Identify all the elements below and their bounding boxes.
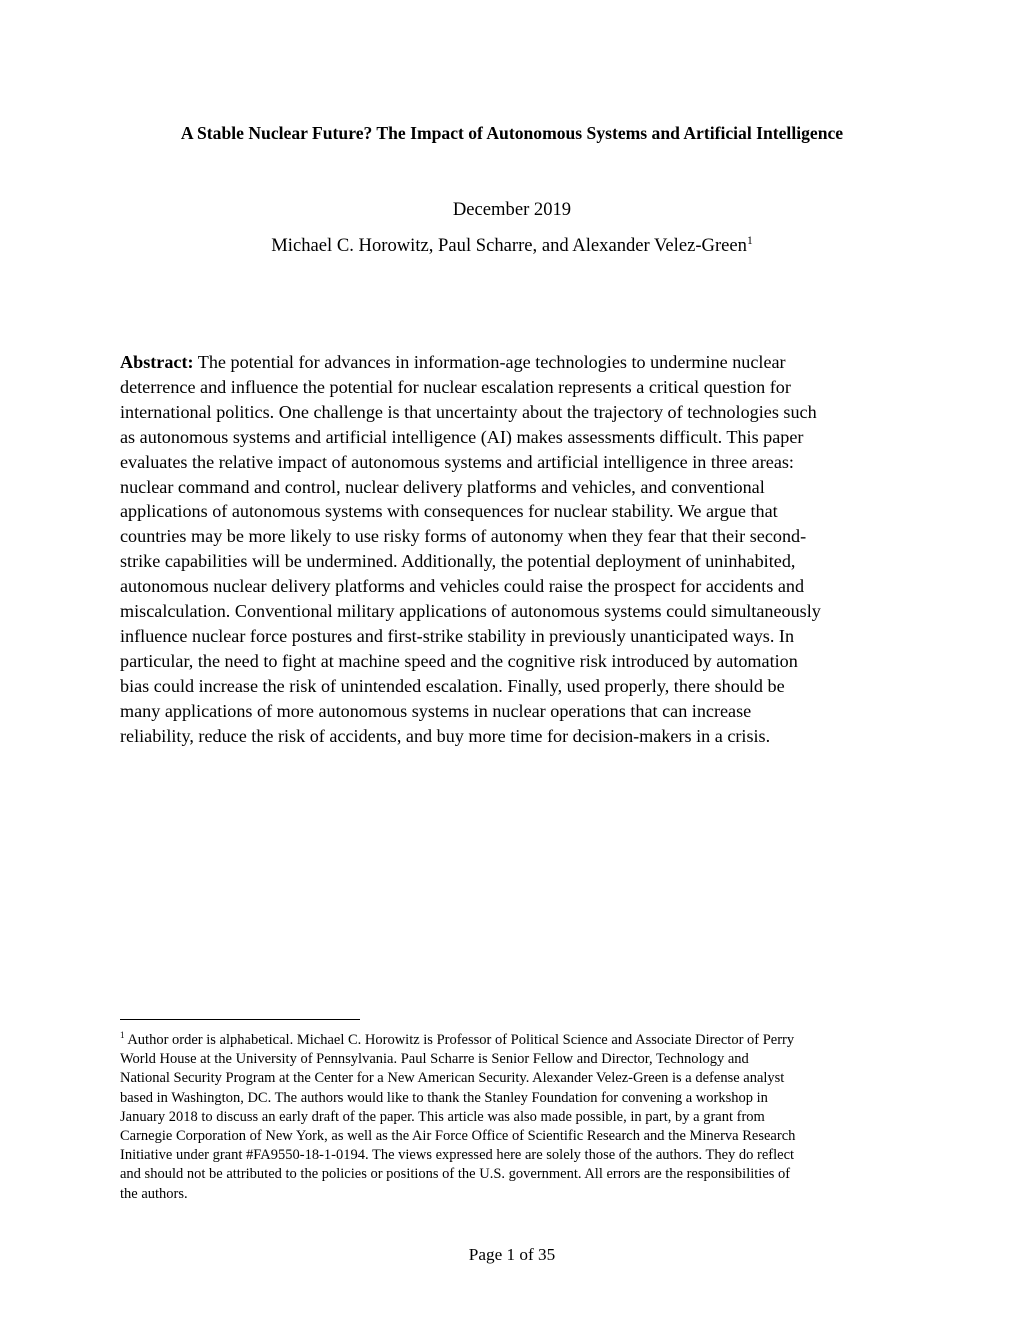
abstract-line: reliability, reduce the risk of accidents, and buy more time for decision-makers in a crisis. [120, 725, 771, 746]
abstract-line: international politics. One challenge is that uncertainty about the trajectory of technologies such [120, 401, 817, 422]
abstract-line: deterrence and influence the potential for nuclear escalation represents a critical question for [120, 376, 791, 397]
author-names: Michael C. Horowitz, Paul Scharre, and Alexander Velez-Green [271, 235, 747, 256]
abstract-line: evaluates the relative impact of autonomous systems and artificial intelligence in three areas: [120, 451, 794, 472]
footnote-marker: 1 [120, 1030, 125, 1041]
abstract-line: particular, the need to fight at machine speed and the cognitive risk introduced by automation [120, 650, 798, 671]
abstract-line: many applications of more autonomous systems in nuclear operations that can increase [120, 700, 752, 721]
footnote-line: and should not be attributed to the policies or positions of the U.S. government. All errors are the responsibilities of [120, 1166, 791, 1183]
author-line [0, 234, 1024, 258]
footnote-line: January 2018 to discuss an early draft of the paper. This article was also made possible, in part, by a grant from [120, 1108, 765, 1125]
abstract-line: bias could increase the risk of unintended escalation. Finally, used properly, there should be [120, 675, 785, 696]
abstract-line: influence nuclear force postures and first-strike stability in previously unanticipated ways. In [120, 625, 795, 646]
footnote-line: Initiative under grant #FA9550-18-1-0194. The views expressed here are solely those of the authors. They do reflect [120, 1147, 795, 1164]
footnote-line: based in Washington, DC. The authors would like to thank the Stanley Foundation for convening a workshop in [120, 1089, 768, 1106]
abstract-line: as autonomous systems and artificial intelligence (AI) makes assessments difficult. This paper [120, 426, 804, 447]
paper-title: A Stable Nuclear Future? The Impact of Autonomous Systems and Artificial Intelligence [180, 123, 844, 143]
abstract-line: strike capabilities will be undermined. Additionally, the potential deployment of uninhabited, [120, 551, 796, 572]
abstract-line: autonomous nuclear delivery platforms and vehicles could raise the prospect for accidents and [120, 576, 805, 597]
abstract-line: applications of autonomous systems with consequences for nuclear stability. We argue that [120, 501, 778, 522]
abstract-line: countries may be more likely to use risky forms of autonomy when they fear that their second- [120, 526, 807, 547]
footnote-line: the authors. [120, 1185, 188, 1202]
abstract-label: Abstract: [120, 352, 194, 372]
footnote-separator [120, 1019, 360, 1020]
abstract [120, 350, 900, 749]
footnote [120, 1031, 910, 1204]
abstract-line: nuclear command and control, nuclear delivery platforms and vehicles, and conventional [120, 476, 765, 497]
publication-date: December 2019 [452, 199, 572, 220]
abstract-line [120, 350, 900, 375]
page-number: Page 1 of 35 [468, 1245, 556, 1264]
footnote-line: National Security Program at the Center for a New American Security. Alexander Velez-Green is a defense analyst [120, 1070, 785, 1087]
footnote-text: Author order is alphabetical. Michael C. Horowitz is Professor of Political Science and Associate Director of Perry [124, 1032, 795, 1048]
footnote-line [120, 1031, 910, 1050]
footnote-line: World House at the University of Pennsylvania. Paul Scharre is Senior Fellow and Director, Technology and [120, 1051, 749, 1068]
abstract-text: The potential for advances in information-age technologies to undermine nuclear [193, 352, 786, 372]
abstract-line: miscalculation. Conventional military applications of autonomous systems could simultaneously [120, 601, 821, 622]
author-footnote-marker: 1 [746, 234, 753, 247]
footnote-line: Carnegie Corporation of New York, as well as the Air Force Office of Scientific Research and the Minerva Research [120, 1128, 796, 1145]
